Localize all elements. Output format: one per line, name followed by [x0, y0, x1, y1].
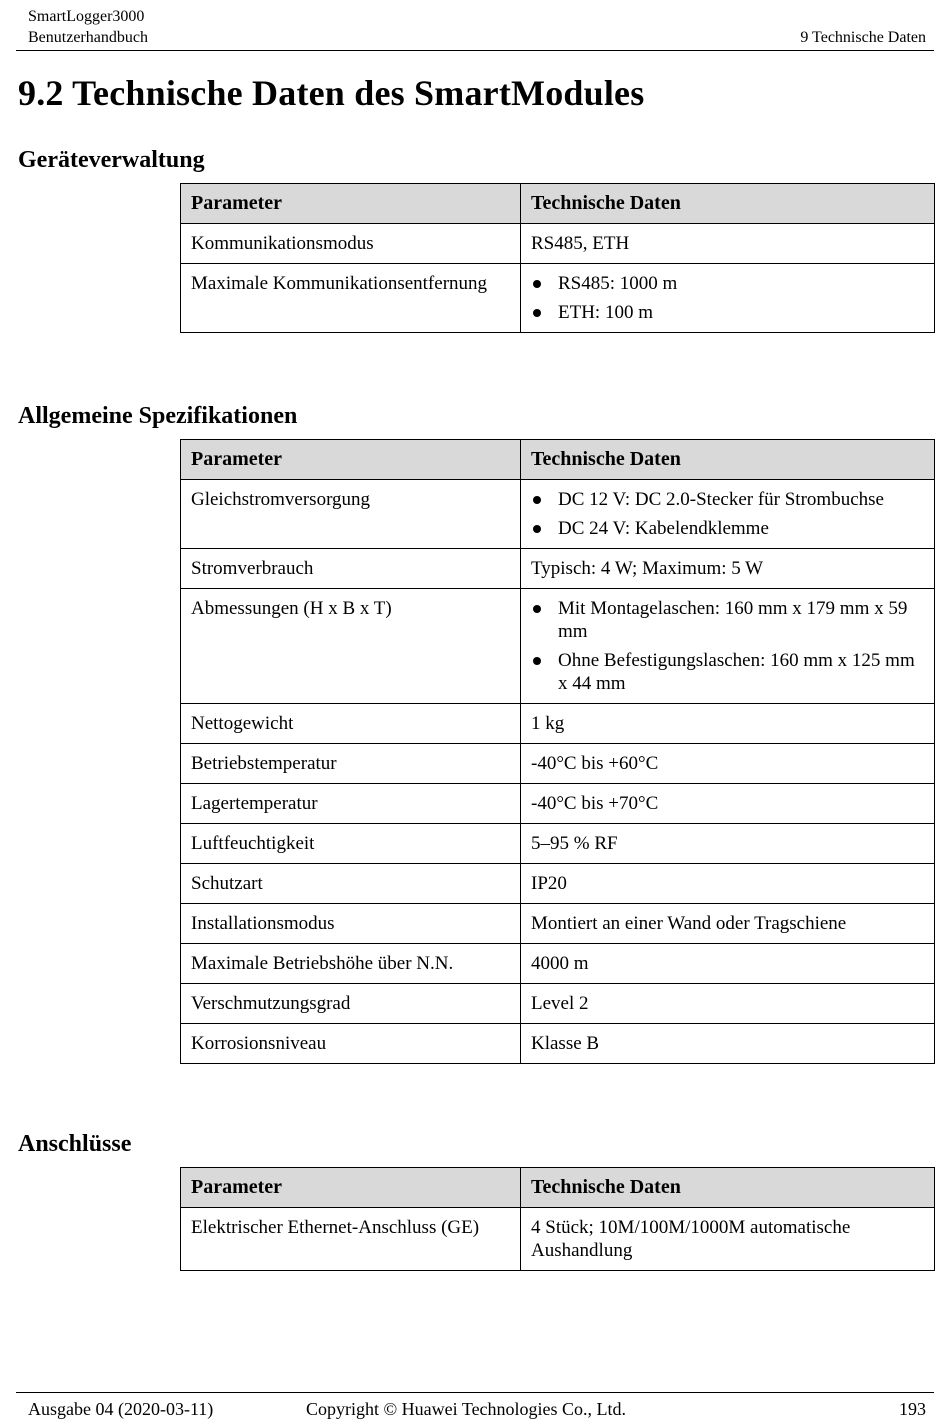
param-cell: Stromverbrauch — [181, 549, 521, 589]
table-row — [181, 904, 935, 944]
value-cell: RS485, ETH — [521, 224, 935, 264]
table-row — [181, 549, 935, 589]
table-row — [181, 744, 935, 784]
footer-copyright: Copyright © Huawei Technologies Co., Ltd. — [306, 1399, 627, 1419]
value-cell — [521, 480, 935, 549]
header-manual: Benutzerhandbuch — [28, 29, 148, 46]
column-header-parameter: Parameter — [181, 184, 521, 224]
list-item: Mit Montagelaschen: 160 mm x 179 mm x 59 mm — [531, 597, 924, 643]
footer-page-number: 193 — [899, 1399, 926, 1419]
value-cell: 1 kg — [521, 704, 935, 744]
table-row — [181, 589, 935, 704]
value-cell: IP20 — [521, 864, 935, 904]
list-item: DC 24 V: Kabelendklemme — [531, 517, 924, 540]
section-heading-allgemeine-spezifikationen: Allgemeine Spezifikationen — [18, 403, 298, 429]
param-cell: Maximale Kommunikationsentfernung — [181, 264, 521, 333]
table-header-row — [181, 440, 935, 480]
table-row — [181, 784, 935, 824]
value-cell: -40°C bis +70°C — [521, 784, 935, 824]
list-item: ETH: 100 m — [531, 301, 924, 324]
param-cell: Installationsmodus — [181, 904, 521, 944]
table-row — [181, 944, 935, 984]
footer-edition: Ausgabe 04 (2020-03-11) — [28, 1399, 214, 1419]
param-cell: Lagertemperatur — [181, 784, 521, 824]
table-row — [181, 984, 935, 1024]
value-cell: 4000 m — [521, 944, 935, 984]
bullet-list — [531, 597, 924, 695]
spec-table-anschluesse — [180, 1167, 935, 1271]
table-row — [181, 864, 935, 904]
column-header-technische-daten: Technische Daten — [521, 184, 935, 224]
param-cell: Elektrischer Ethernet-Anschluss (GE) — [181, 1208, 521, 1271]
value-cell: Montiert an einer Wand oder Tragschiene — [521, 904, 935, 944]
param-cell: Maximale Betriebshöhe über N.N. — [181, 944, 521, 984]
table-row — [181, 704, 935, 744]
param-cell: Gleichstromversorgung — [181, 480, 521, 549]
list-item: Ohne Befestigungslaschen: 160 mm x 125 mm x 44 mm — [531, 649, 924, 695]
page-footer — [16, 1392, 934, 1419]
list-item: DC 12 V: DC 2.0-Stecker für Strombuchse — [531, 488, 924, 511]
header-chapter: 9 Technische Daten — [800, 29, 926, 46]
page-header — [16, 6, 934, 51]
param-cell: Betriebstemperatur — [181, 744, 521, 784]
column-header-technische-daten: Technische Daten — [521, 440, 935, 480]
table-row — [181, 1208, 935, 1271]
table-row — [181, 264, 935, 333]
bullet-list — [531, 488, 924, 540]
param-cell: Schutzart — [181, 864, 521, 904]
value-cell: Level 2 — [521, 984, 935, 1024]
column-header-parameter: Parameter — [181, 440, 521, 480]
header-left — [28, 6, 148, 48]
list-item: RS485: 1000 m — [531, 272, 924, 295]
value-cell: 5–95 % RF — [521, 824, 935, 864]
column-header-parameter: Parameter — [181, 1168, 521, 1208]
spec-table-geraeteverwaltung — [180, 183, 935, 333]
value-cell: Typisch: 4 W; Maximum: 5 W — [521, 549, 935, 589]
table-header-row — [181, 1168, 935, 1208]
table-row — [181, 480, 935, 549]
value-cell: Klasse B — [521, 1024, 935, 1064]
param-cell: Nettogewicht — [181, 704, 521, 744]
value-cell — [521, 264, 935, 333]
table-header-row — [181, 184, 935, 224]
section-heading-anschluesse: Anschlüsse — [18, 1131, 132, 1157]
param-cell: Korrosionsniveau — [181, 1024, 521, 1064]
table-row — [181, 224, 935, 264]
table-row — [181, 1024, 935, 1064]
value-cell: 4 Stück; 10M/100M/1000M automatische Aushandlung — [521, 1208, 935, 1271]
table-row — [181, 824, 935, 864]
header-product: SmartLogger3000 — [28, 8, 145, 25]
spec-table-allgemeine-spezifikationen — [180, 439, 935, 1064]
param-cell: Verschmutzungsgrad — [181, 984, 521, 1024]
param-cell: Luftfeuchtigkeit — [181, 824, 521, 864]
value-cell — [521, 589, 935, 704]
bullet-list — [531, 272, 924, 324]
page-title: 9.2 Technische Daten des SmartModules — [18, 73, 645, 113]
section-heading-geraeteverwaltung: Geräteverwaltung — [18, 147, 205, 173]
param-cell: Kommunikationsmodus — [181, 224, 521, 264]
column-header-technische-daten: Technische Daten — [521, 1168, 935, 1208]
value-cell: -40°C bis +60°C — [521, 744, 935, 784]
param-cell: Abmessungen (H x B x T) — [181, 589, 521, 704]
